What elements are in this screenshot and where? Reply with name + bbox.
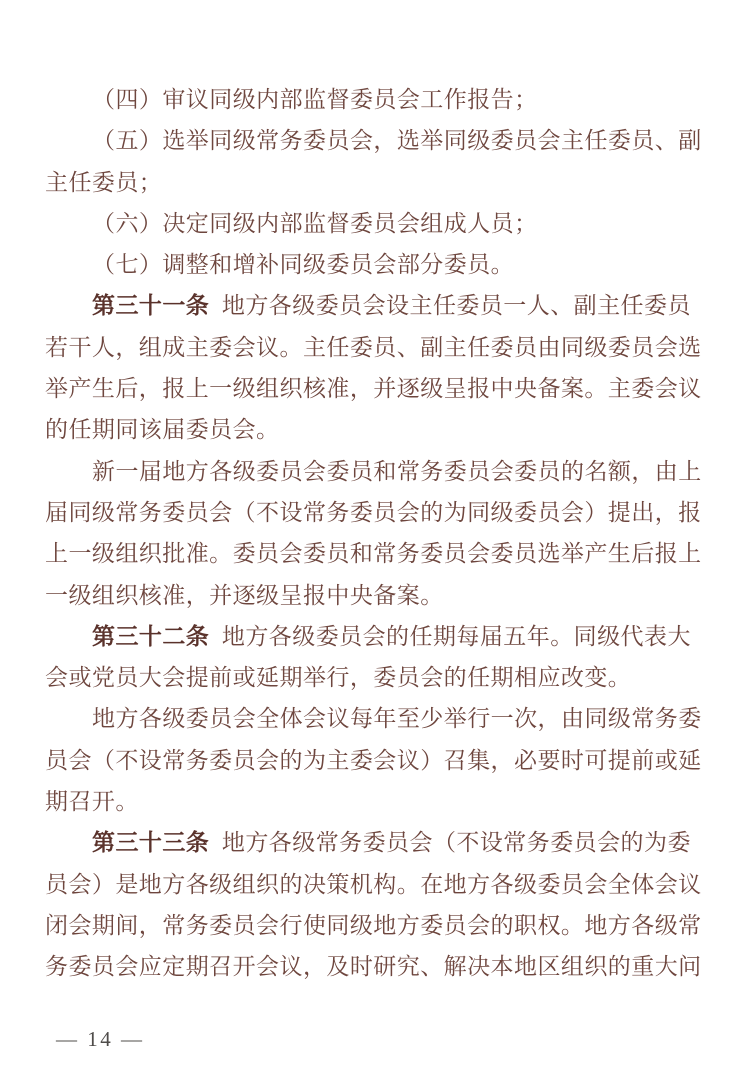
line-text: 务委员会应定期召开会议，及时研究、解决本地区组织的重大问 <box>45 954 702 980</box>
line-text: 举产生后，报上一级组织核准，并逐级呈报中央备案。主委会议 <box>45 376 702 402</box>
text-line <box>45 781 701 822</box>
line-text: 地方各级委员会的任期每届五年。同级代表大 <box>221 623 691 649</box>
text-line <box>45 946 701 987</box>
line-text: 届同级常务委员会（不设常务委员会的为同级委员会）提出，报 <box>45 499 702 525</box>
article-number: 第三十三条 <box>92 829 210 856</box>
text-line <box>45 864 701 905</box>
line-text: 地方各级常务委员会（不设常务委员会的为委 <box>221 830 691 856</box>
text-line <box>45 616 701 657</box>
line-text: 主任委员； <box>45 169 163 195</box>
line-text: （六）决定同级内部监督委员会组成人员； <box>92 210 538 236</box>
line-text: 的任期同该届委员会。 <box>45 417 280 443</box>
line-text: 若干人，组成主委会议。主任委员、副主任委员由同级委员会选 <box>45 334 702 360</box>
text-line <box>45 698 701 739</box>
text-line <box>45 657 701 698</box>
text-line <box>45 120 701 161</box>
text-line <box>45 740 701 781</box>
text-line <box>45 533 701 574</box>
article-number: 第三十一条 <box>92 292 210 319</box>
line-text: 员会）是地方各级组织的决策机构。在地方各级委员会全体会议 <box>45 871 702 897</box>
document-text <box>45 79 701 988</box>
text-line <box>45 575 701 616</box>
text-line <box>45 203 701 244</box>
text-line <box>45 162 701 203</box>
line-text: 一级组织核准，并逐级呈报中央备案。 <box>45 582 444 608</box>
line-text: 上一级组织批准。委员会委员和常务委员会委员选举产生后报上 <box>45 541 702 567</box>
line-text: （七）调整和增补同级委员会部分委员。 <box>92 252 515 278</box>
text-line <box>45 451 701 492</box>
line-text: 新一届地方各级委员会委员和常务委员会委员的名额，由上 <box>92 458 702 484</box>
line-text: 员会（不设常务委员会的为主委会议）召集，必要时可提前或延 <box>45 747 702 773</box>
text-line <box>45 368 701 409</box>
text-line <box>45 244 701 285</box>
text-line <box>45 409 701 450</box>
line-text: （五）选举同级常务委员会，选举同级委员会主任委员、副 <box>92 128 702 154</box>
line-text: （四）审议同级内部监督委员会工作报告； <box>92 87 538 112</box>
text-line <box>45 822 701 863</box>
line-text: 期召开。 <box>45 789 139 815</box>
line-text: 闭会期间，常务委员会行使同级地方委员会的职权。地方各级常 <box>45 912 702 938</box>
text-line <box>45 905 701 946</box>
line-text: 地方各级委员会设主任委员一人、副主任委员 <box>221 293 691 319</box>
text-line <box>45 492 701 533</box>
line-text: 地方各级委员会全体会议每年至少举行一次，由同级常务委 <box>92 706 702 732</box>
text-line <box>45 327 701 368</box>
text-line <box>45 285 701 326</box>
text-line <box>45 79 701 120</box>
article-number: 第三十二条 <box>92 622 210 649</box>
page-number: — 14 — <box>56 1027 145 1051</box>
line-text: 会或党员大会提前或延期举行，委员会的任期相应改变。 <box>45 665 632 691</box>
